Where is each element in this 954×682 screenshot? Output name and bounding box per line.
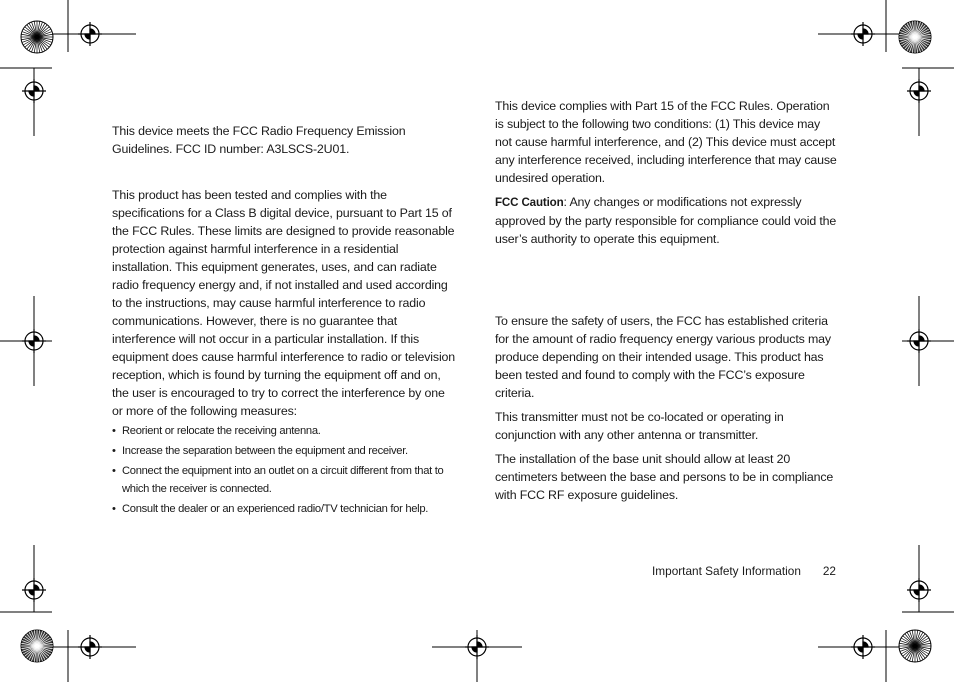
part15-paragraph: This device complies with Part 15 of the FCC Rules. Operation is subject to the following two conditions: (1) This device may not cause harmful interference, and (2) This device must accept any interference received, including interference that may cause undesired operation. [495, 99, 837, 185]
footer-section-title: Important Safety Information [652, 564, 801, 578]
list-item: • Connect the equipment into an outlet on a circuit different from that to which the receiver is connected. [112, 465, 444, 495]
light-wheel-icon [21, 21, 53, 53]
safety-paragraph: To ensure the safety of users, the FCC has established criteria for the amount of radio frequency energy various products may produce depending on their intended usage. This product has been tested and found to comply with the FCC’s exposure criteria. [495, 314, 831, 400]
registration-mark-icon [22, 79, 46, 103]
page-number: 22 [822, 564, 836, 578]
dark-wheel-icon [21, 630, 53, 662]
light-wheel-icon [899, 630, 931, 662]
list-item: • Reorient or relocate the receiving antenna. [112, 425, 321, 437]
caution-label: FCC Caution [495, 196, 564, 209]
registration-mark-icon [22, 578, 46, 602]
fcc-rf-paragraph: This device meets the FCC Radio Frequency Emission Guidelines. FCC ID number: A3LSCS-2U01. [112, 124, 406, 156]
list-item-text: Reorient or relocate the receiving antenna. [122, 425, 321, 437]
registration-mark-icon [851, 22, 875, 46]
registration-mark-icon [907, 329, 931, 353]
registration-mark-icon [907, 79, 931, 103]
installation-paragraph: The installation of the base unit should allow at least 20 centimeters between the base and persons to be in compliance with FCC RF exposure guidelines. [495, 452, 834, 502]
dark-wheel-icon [899, 21, 931, 53]
list-item: • Consult the dealer or an experienced radio/TV technician for help. [112, 503, 429, 515]
transmitter-paragraph: This transmitter must not be co-located or operating in conjunction with any other antenna or transmitter. [495, 410, 784, 442]
list-item-text: Connect the equipment into an outlet on a circuit different from that to which the receiver is connected. [122, 465, 444, 495]
registration-mark-icon [22, 329, 46, 353]
registration-mark-icon [907, 578, 931, 602]
list-item-text: Consult the dealer or an experienced radio/TV technician for help. [122, 503, 429, 515]
registration-mark-icon [851, 635, 875, 659]
registration-mark-icon [465, 635, 489, 659]
registration-mark-icons [22, 22, 931, 659]
registration-mark-icon [78, 635, 102, 659]
registration-mark-icon [78, 22, 102, 46]
list-item-text: Increase the separation between the equipment and receiver. [122, 445, 408, 457]
class-b-paragraph: This product has been tested and complies with the specifications for a Class B digital device, pursuant to Part 15 of the FCC Rules. These limits are designed to provide reasonable protection against harmful interference in a residential installation. This equipment generates, uses, and can radiate radio frequency energy and, if not installed and used according to the instructions, may cause harmful interference to radio communications. However, there is no guarantee that interference will not occur in a particular installation. If this equipment does cause harmful interference to radio or television reception, which is found by turning the equipment off and on, the user is encouraged to try to correct the interference by one or more of the following measures: [112, 188, 456, 418]
list-item: • Increase the separation between the equipment and receiver. [112, 445, 408, 457]
caution-text: : Any changes or modifications not expressly approved by the party responsible for compliance could void the user’s authority to operate this equipment. [495, 195, 837, 246]
